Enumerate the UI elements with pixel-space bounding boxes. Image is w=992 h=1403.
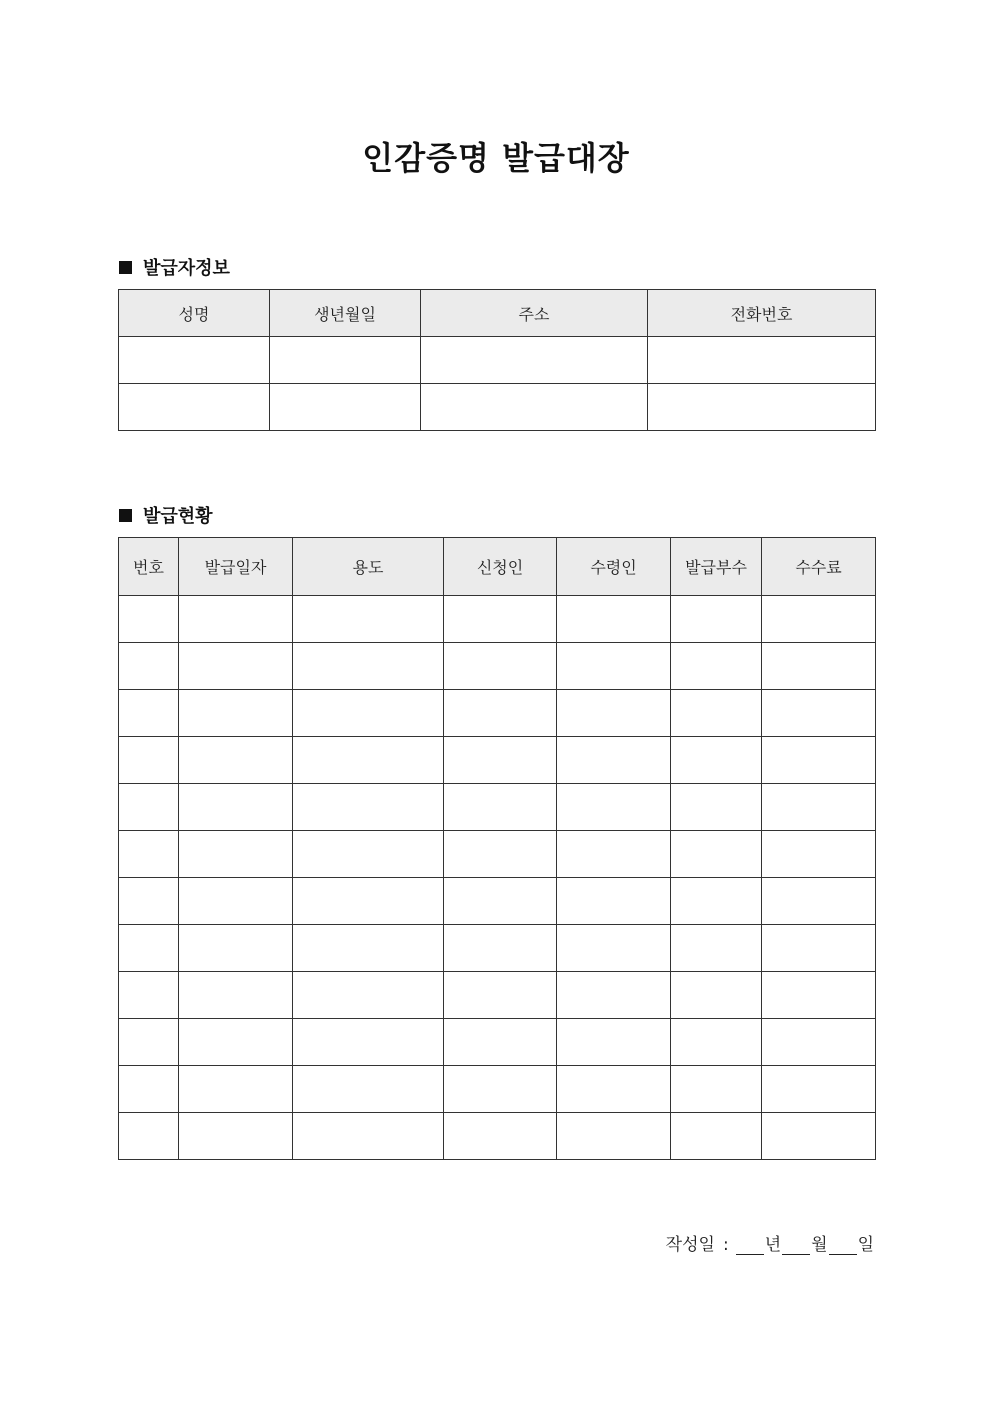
issuance-status-cell[interactable]: [293, 596, 444, 643]
issuance-status-cell[interactable]: [671, 784, 762, 831]
issuer-info-table: [118, 289, 876, 431]
issuance-status-row: [119, 831, 876, 878]
issuer-info-column-header: 생년월일: [270, 290, 421, 337]
issuance-status-cell[interactable]: [762, 972, 876, 1019]
issuance-status-cell[interactable]: [293, 1019, 444, 1066]
written-date-colon: :: [722, 1235, 729, 1255]
year-blank[interactable]: [736, 1236, 764, 1255]
issuance-status-cell[interactable]: [293, 1066, 444, 1113]
issuance-status-column-header: 발급일자: [179, 538, 293, 596]
issuance-status-cell[interactable]: [119, 643, 179, 690]
issuance-status-cell[interactable]: [293, 784, 444, 831]
issuer-info-cell[interactable]: [270, 384, 421, 431]
issuance-status-cell[interactable]: [293, 737, 444, 784]
issuance-status-cell[interactable]: [119, 878, 179, 925]
issuance-status-cell[interactable]: [557, 737, 671, 784]
issuance-status-cell[interactable]: [671, 737, 762, 784]
issuance-status-heading: [119, 502, 213, 528]
issuance-status-cell[interactable]: [119, 1113, 179, 1160]
issuance-status-row: [119, 1066, 876, 1113]
issuance-status-column-header: 신청인: [444, 538, 557, 596]
issuance-status-row: [119, 643, 876, 690]
issuance-status-cell[interactable]: [444, 1066, 557, 1113]
issuance-status-cell[interactable]: [444, 690, 557, 737]
issuance-status-cell[interactable]: [179, 784, 293, 831]
issuance-status-cell[interactable]: [671, 1019, 762, 1066]
issuance-status-cell[interactable]: [762, 643, 876, 690]
issuance-status-cell[interactable]: [179, 690, 293, 737]
issuer-info-cell[interactable]: [119, 337, 270, 384]
issuance-status-cell[interactable]: [762, 1113, 876, 1160]
issuance-status-header-row: [119, 538, 876, 596]
issuance-status-cell[interactable]: [444, 1113, 557, 1160]
issuance-status-row: [119, 972, 876, 1019]
issuer-info-heading-label: 발급자정보: [143, 258, 230, 279]
issuance-status-cell[interactable]: [119, 1066, 179, 1113]
issuance-status-cell[interactable]: [762, 690, 876, 737]
issuance-status-cell[interactable]: [671, 1113, 762, 1160]
issuance-status-cell[interactable]: [671, 972, 762, 1019]
issuance-status-cell[interactable]: [119, 690, 179, 737]
issuer-info-row: [119, 384, 876, 431]
issuance-status-table: [118, 537, 876, 1160]
square-bullet-icon: [119, 261, 132, 274]
issuance-status-cell[interactable]: [671, 690, 762, 737]
issuance-status-cell[interactable]: [671, 925, 762, 972]
issuance-status-cell[interactable]: [293, 925, 444, 972]
issuance-status-cell[interactable]: [762, 831, 876, 878]
issuance-status-row: [119, 737, 876, 784]
issuance-status-cell[interactable]: [179, 878, 293, 925]
issuer-info-cell[interactable]: [648, 337, 876, 384]
issuance-status-cell[interactable]: [444, 596, 557, 643]
issuance-status-cell[interactable]: [557, 643, 671, 690]
issuance-status-row: [119, 596, 876, 643]
issuance-status-cell[interactable]: [444, 643, 557, 690]
year-unit: 년: [764, 1235, 782, 1255]
issuer-info-cell[interactable]: [119, 384, 270, 431]
issuance-status-heading-label: 발급현황: [143, 506, 213, 527]
issuer-info-column-header: 주소: [421, 290, 648, 337]
issuance-status-cell[interactable]: [293, 972, 444, 1019]
day-blank[interactable]: [829, 1236, 857, 1255]
issuance-status-row: [119, 1113, 876, 1160]
issuance-status-cell[interactable]: [762, 878, 876, 925]
issuer-info-row: [119, 337, 876, 384]
issuance-status-cell[interactable]: [179, 972, 293, 1019]
issuance-status-cell[interactable]: [557, 1019, 671, 1066]
issuance-status-cell[interactable]: [119, 596, 179, 643]
issuer-info-cell[interactable]: [270, 337, 421, 384]
issuance-status-row: [119, 878, 876, 925]
issuer-info-column-header: 성명: [119, 290, 270, 337]
issuance-status-cell[interactable]: [557, 925, 671, 972]
issuance-status-cell[interactable]: [119, 784, 179, 831]
issuance-status-cell[interactable]: [762, 1066, 876, 1113]
day-unit: 일: [857, 1235, 874, 1255]
issuance-status-cell[interactable]: [671, 1066, 762, 1113]
document-title: 인감증명 발급대장: [362, 139, 630, 177]
issuance-status-cell[interactable]: [119, 1019, 179, 1066]
issuance-status-cell[interactable]: [293, 831, 444, 878]
issuance-status-cell[interactable]: [293, 1113, 444, 1160]
square-bullet-icon: [119, 509, 132, 522]
issuance-status-cell[interactable]: [671, 878, 762, 925]
issuance-status-cell[interactable]: [293, 643, 444, 690]
issuance-status-cell[interactable]: [179, 643, 293, 690]
issuance-status-cell[interactable]: [444, 972, 557, 1019]
issuance-status-cell[interactable]: [179, 831, 293, 878]
issuance-status-column-header: 번호: [119, 538, 179, 596]
issuance-status-cell[interactable]: [119, 737, 179, 784]
issuance-status-cell[interactable]: [179, 596, 293, 643]
issuance-status-cell[interactable]: [557, 831, 671, 878]
issuance-status-cell[interactable]: [557, 1066, 671, 1113]
issuance-status-cell[interactable]: [444, 925, 557, 972]
issuance-status-cell[interactable]: [444, 1019, 557, 1066]
issuance-status-column-header: 용도: [293, 538, 444, 596]
issuance-status-cell[interactable]: [671, 643, 762, 690]
issuance-status-cell[interactable]: [444, 737, 557, 784]
written-date: [666, 1230, 874, 1255]
issuer-info-column-header: 전화번호: [648, 290, 876, 337]
issuance-status-cell[interactable]: [557, 1113, 671, 1160]
issuance-status-cell[interactable]: [762, 737, 876, 784]
issuance-status-cell[interactable]: [444, 878, 557, 925]
issuance-status-cell[interactable]: [293, 878, 444, 925]
issuer-info-header-row: [119, 290, 876, 337]
issuer-info-cell[interactable]: [648, 384, 876, 431]
issuance-status-cell[interactable]: [293, 690, 444, 737]
issuer-info-cell[interactable]: [421, 337, 648, 384]
issuance-status-cell[interactable]: [119, 925, 179, 972]
issuance-status-column-header: 수령인: [557, 538, 671, 596]
issuance-status-column-header: 수수료: [762, 538, 876, 596]
issuance-status-cell[interactable]: [119, 831, 179, 878]
month-unit: 월: [811, 1235, 828, 1255]
issuance-status-column-header: 발급부수: [671, 538, 762, 596]
issuance-status-row: [119, 1019, 876, 1066]
issuance-status-cell[interactable]: [762, 1019, 876, 1066]
issuance-status-cell[interactable]: [671, 596, 762, 643]
month-blank[interactable]: [782, 1236, 810, 1255]
issuance-status-cell[interactable]: [444, 784, 557, 831]
issuance-status-cell[interactable]: [179, 1019, 293, 1066]
issuance-status-row: [119, 690, 876, 737]
issuance-status-row: [119, 925, 876, 972]
issuance-status-cell[interactable]: [762, 925, 876, 972]
issuance-status-row: [119, 784, 876, 831]
written-date-label: 작성일: [665, 1235, 715, 1255]
issuance-status-cell[interactable]: [557, 878, 671, 925]
issuance-status-cell[interactable]: [557, 690, 671, 737]
issuance-status-cell[interactable]: [179, 925, 293, 972]
issuance-status-cell[interactable]: [444, 831, 557, 878]
issuance-status-cell[interactable]: [557, 972, 671, 1019]
issuance-status-cell[interactable]: [557, 596, 671, 643]
issuance-status-cell[interactable]: [762, 596, 876, 643]
issuance-status-cell[interactable]: [179, 737, 293, 784]
issuance-status-cell[interactable]: [557, 784, 671, 831]
issuance-status-cell[interactable]: [119, 972, 179, 1019]
issuance-status-cell[interactable]: [762, 784, 876, 831]
issuer-info-cell[interactable]: [421, 384, 648, 431]
issuer-info-heading: [119, 254, 230, 280]
issuance-status-cell[interactable]: [671, 831, 762, 878]
issuance-status-cell[interactable]: [179, 1066, 293, 1113]
issuance-status-cell[interactable]: [179, 1113, 293, 1160]
